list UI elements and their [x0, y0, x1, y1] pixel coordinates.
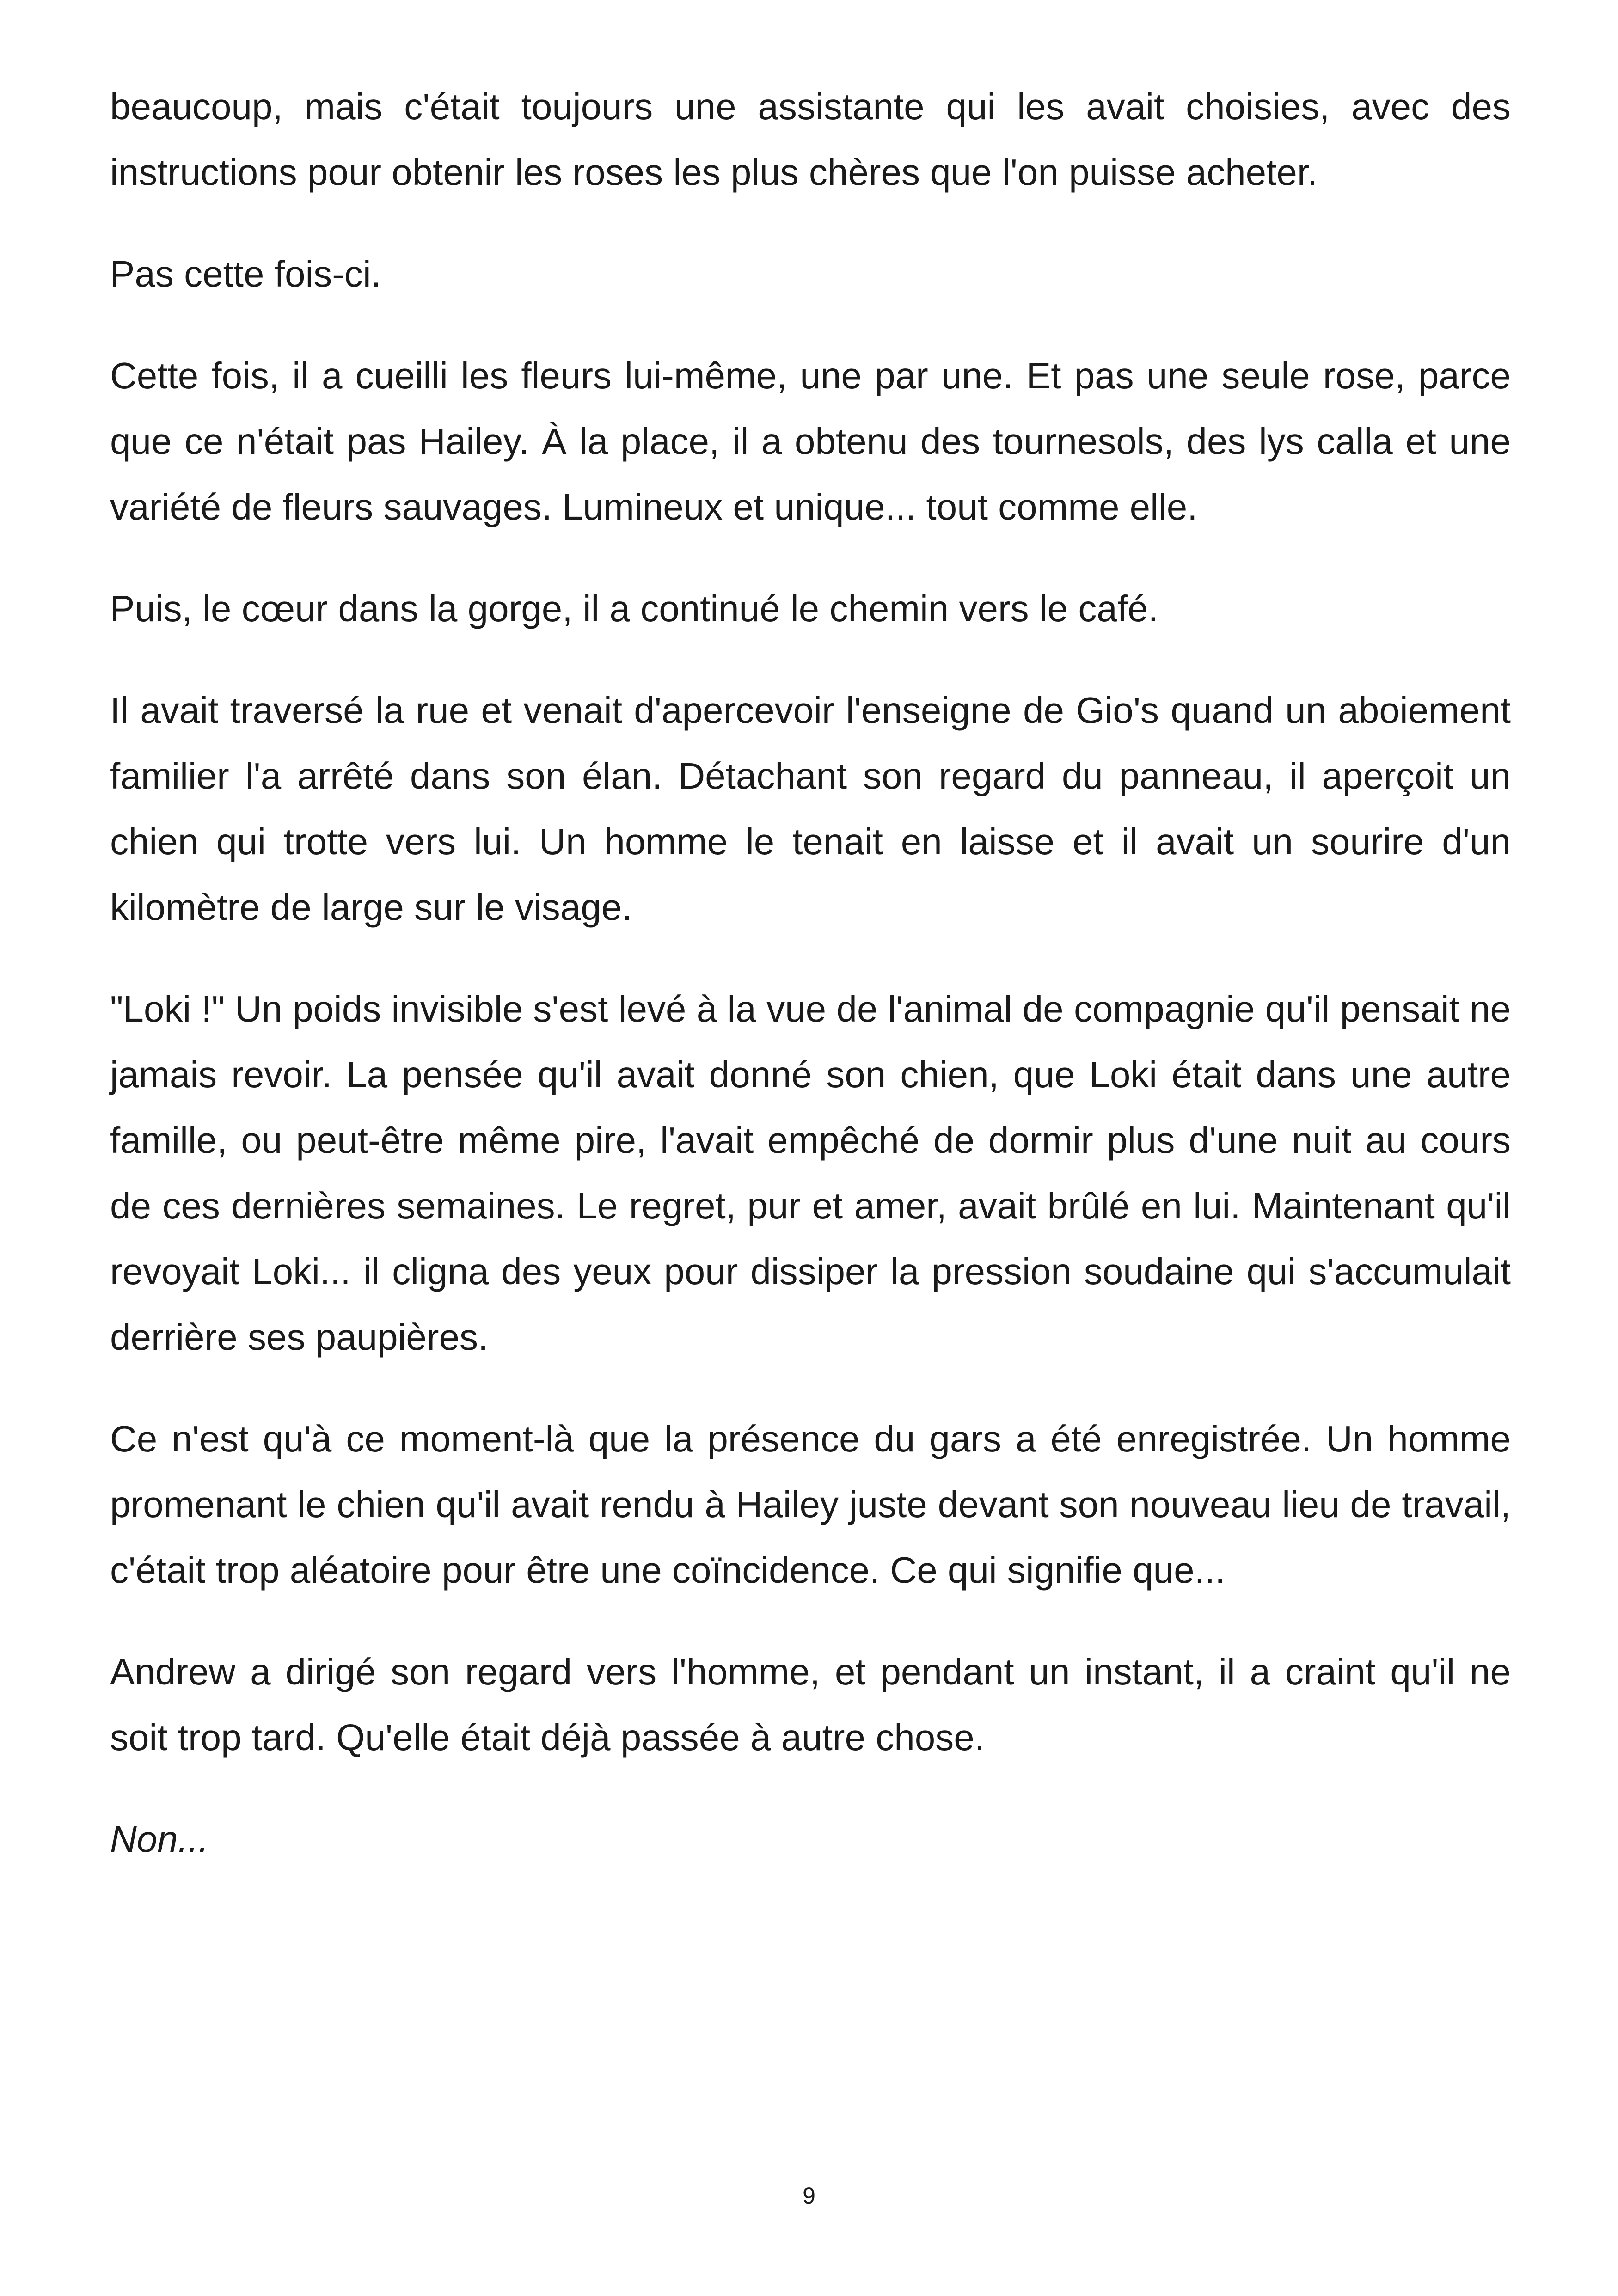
paragraph-6: "Loki !" Un poids invisible s'est levé à la vue de l'animal de compagnie qu'il pensait ne jamais revoir. La pensée qu'il avait donné son chien, que Loki était dans une autre famille, ou peut-être même pire, l'avait empêché de dormir plus d'une nuit au cours de ces dernières semaines. Le regret, pur et amer, avait brûlé en lui. Maintenant qu'il revoyait Loki... il cligna des yeux pour dissiper la pression soudaine qui s'accumulait derrière ses paupières.	[110, 988, 1511, 1358]
page-number: 9	[803, 2183, 815, 2209]
paragraph-1: beaucoup, mais c'était toujours une assistante qui les avait choisies, avec des instructions pour obtenir les roses les plus chères que l'on puisse acheter.	[110, 86, 1511, 193]
paragraph-4: Puis, le cœur dans la gorge, il a continué le chemin vers le café.	[110, 588, 1158, 629]
paragraph-5: Il avait traversé la rue et venait d'apercevoir l'enseigne de Gio's quand un aboiement familier l'a arrêté dans son élan. Détachant son regard du panneau, il aperçoit un chien qui trotte vers lui. Un homme le tenait en laisse et il avait un sourire d'un kilomètre de large sur le visage.	[110, 690, 1511, 928]
paragraph-9: Non...	[110, 1818, 209, 1860]
paragraph-7: Ce n'est qu'à ce moment-là que la présence du gars a été enregistrée. Un homme promenant le chien qu'il avait rendu à Hailey juste devant son nouveau lieu de travail, c'était trop aléatoire pour être une coïncidence. Ce qui signifie que...	[110, 1418, 1511, 1591]
text-body	[110, 74, 1511, 1908]
paragraph-3: Cette fois, il a cueilli les fleurs lui-même, une par une. Et pas une seule rose, parce que ce n'était pas Hailey. À la place, il a obtenu des tournesols, des lys calla et une variété de fleurs sauvages. Lumineux et unique... tout comme elle.	[110, 355, 1511, 527]
paragraph-8: Andrew a dirigé son regard vers l'homme, et pendant un instant, il a craint qu'il ne soit trop tard. Qu'elle était déjà passée à autre chose.	[110, 1651, 1511, 1758]
paragraph-2: Pas cette fois-ci.	[110, 253, 381, 294]
